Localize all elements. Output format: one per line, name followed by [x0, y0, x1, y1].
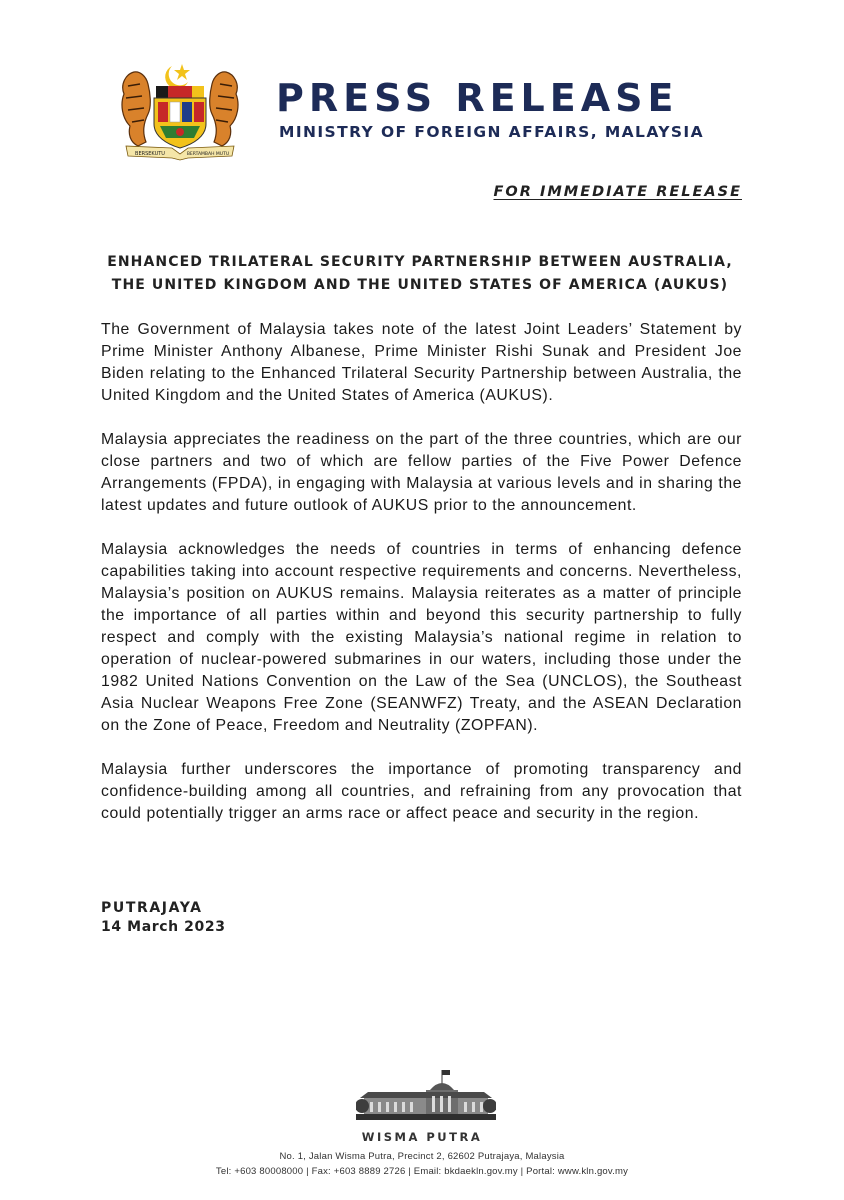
paragraph-2: Malaysia appreciates the readiness on the part of the three countries, which are our close partners and two of which are fellow parties of the Five Power Defence Arrangements (FPDA), in engaging with Malaysia at various levels and in sharing the latest updates and future outlook of AUKUS prior to the announcement.: [101, 431, 742, 514]
press-release-title: PRESS RELEASE: [276, 76, 679, 120]
headline: [100, 251, 740, 297]
page-margin: [0, 0, 86, 1200]
crest-motto-left: BERSEKUTU: [135, 151, 165, 157]
crest-motto-right: BERTAMBAH MUTU: [186, 152, 230, 157]
paragraph-4: Malaysia further underscores the importance of promoting transparency and confidence-building among all countries, and refraining from any provocation that could potentially trigger an arms race or affect peace and security in the region.: [101, 761, 742, 822]
paragraph-1: The Government of Malaysia takes note of the latest Joint Leaders’ Statement by Prime Minister Anthony Albanese, Prime Minister Rishi Sunak and President Joe Biden relating to the Enhanced Trilateral Security Partnership between Australia, the United Kingdom and the United States of America (AUKUS).: [101, 321, 742, 404]
wisma-putra-building-icon: [356, 1068, 496, 1124]
footer-address: No. 1, Jalan Wisma Putra, Precinct 2, 62602 Putrajaya, Malaysia: [279, 1151, 565, 1162]
coat-of-arms-logo: [112, 62, 248, 162]
sign-off-place: PUTRAJAYA: [101, 900, 203, 916]
headline-line-2: THE UNITED KINGDOM AND THE UNITED STATES OF AMERICA (AUKUS): [111, 277, 729, 293]
footer-building-name: WISMA PUTRA: [361, 1130, 483, 1144]
headline-line-1: ENHANCED TRILATERAL SECURITY PARTNERSHIP BETWEEN AUSTRALIA,: [107, 254, 733, 270]
ministry-name: MINISTRY OF FOREIGN AFFAIRS, MALAYSIA: [279, 123, 704, 141]
star-icon: [174, 64, 190, 80]
press-release-body: [101, 319, 742, 847]
sign-off-date: 14 March 2023: [101, 919, 226, 935]
paragraph-3: Malaysia acknowledges the needs of countries in terms of enhancing defence capabilities taking into account respective requirements and concerns. Nevertheless, Malaysia’s position on AUKUS remains. Malaysia reiterates as a matter of principle the importance of all parties within and beyond this security partnership to fully respect and comply with the existing Malaysia’s national regime in relation to operation of nuclear-powered submarines in our waters, including those under the 1982 United Nations Convention on the Law of the Sea (UNCLOS), the Southeast Asia Nuclear Weapons Free Zone (SEANWFZ) Treaty, and the ASEAN Declaration on the Zone of Peace, Freedom and Neutrality (ZOPFAN).: [101, 541, 742, 734]
release-tag: FOR IMMEDIATE RELEASE: [493, 184, 742, 200]
footer-contact: Tel: +603 80008000 | Fax: +603 8889 2726 | Email: bkdaekln.gov.my | Portal: www.kln.gov.my: [215, 1166, 629, 1177]
